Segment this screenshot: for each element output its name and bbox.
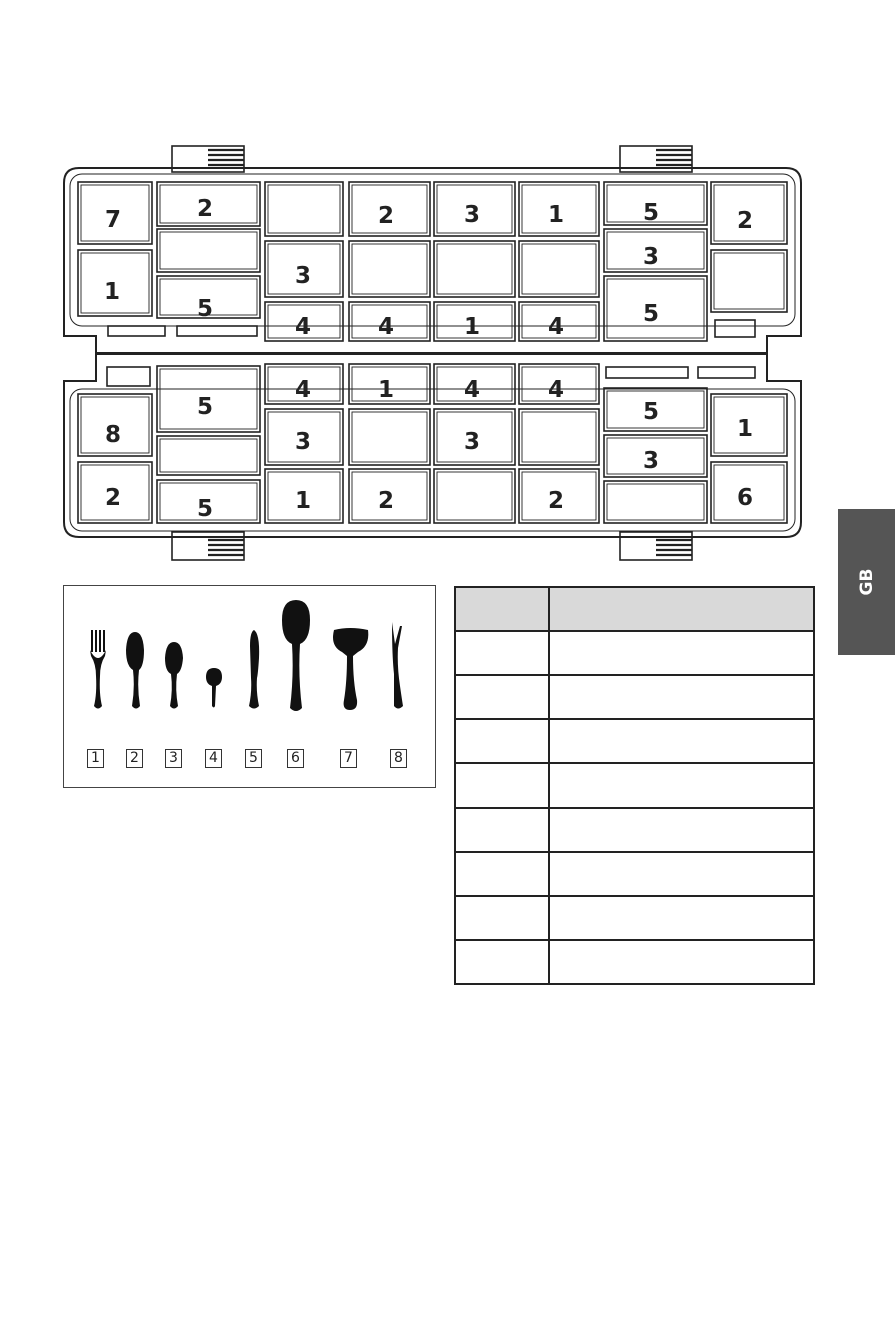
compartment-number: 2 (736, 208, 754, 234)
serving-fork-icon (392, 622, 403, 709)
compartment-number: 1 (294, 488, 312, 514)
compartment-number: 2 (377, 488, 395, 514)
compartment-number: 3 (642, 448, 660, 474)
legend-number: 1 (87, 749, 104, 768)
cutlery-legend (63, 585, 436, 788)
compartment-number: 6 (736, 485, 754, 511)
tray-compartment (519, 409, 599, 465)
compartment-number: 3 (294, 263, 312, 289)
tray-compartment (434, 469, 515, 523)
dessert-spoon-icon (126, 632, 144, 709)
tray-compartment-inner (160, 232, 257, 269)
tray-compartment (711, 250, 787, 312)
compartment-number: 1 (103, 279, 121, 305)
compartment-number: 5 (642, 200, 660, 226)
tray-rim-top (70, 174, 795, 326)
tray-compartment-inner (352, 244, 427, 294)
tray-slot (107, 367, 150, 386)
compartment-number: 4 (547, 314, 565, 340)
tray-compartment-inner (268, 185, 340, 233)
language-tab-label: GB (856, 568, 877, 596)
tray-compartment (519, 241, 599, 297)
tray-compartment (349, 241, 430, 297)
table-row (455, 896, 814, 940)
legend-number: 7 (340, 749, 357, 768)
compartment-number: 1 (547, 202, 565, 228)
tray-slot (108, 326, 165, 336)
compartment-number: 1 (463, 314, 481, 340)
language-tab (838, 509, 895, 655)
tray-compartment-inner (437, 244, 512, 294)
compartment-number: 2 (104, 485, 122, 511)
compartment-number: 4 (294, 314, 312, 340)
compartment-number: 5 (642, 399, 660, 425)
tray-compartment-inner (352, 412, 427, 462)
tray-compartment-inner (160, 439, 257, 472)
legend-number: 4 (205, 749, 222, 768)
tray-compartment-inner (714, 253, 784, 309)
tray-compartment-inner (522, 412, 596, 462)
tray-compartment (604, 481, 707, 523)
fork-icon (90, 630, 106, 709)
compartment-number: 3 (294, 429, 312, 455)
tray-compartment (157, 436, 260, 475)
table-row (455, 763, 814, 807)
compartment-number: 3 (463, 429, 481, 455)
compartment-number: 2 (377, 203, 395, 229)
compartment-number: 2 (196, 196, 214, 222)
compartment-number: 4 (547, 377, 565, 403)
tray-slot (177, 326, 257, 336)
table-row (455, 675, 814, 719)
table-row (455, 719, 814, 763)
knife-icon (249, 630, 259, 709)
legend-number: 5 (245, 749, 262, 768)
compartment-number: 5 (642, 301, 660, 327)
compartment-number: 2 (547, 488, 565, 514)
table-row (455, 631, 814, 675)
serving-spoon-icon (282, 600, 310, 711)
cutlery-reference-table (454, 586, 815, 985)
tray-rim-bottom (70, 389, 795, 531)
tray-compartment (349, 409, 430, 465)
tray-slot (606, 367, 688, 378)
legend-number: 8 (390, 749, 407, 768)
tray-compartment-inner (522, 244, 596, 294)
compartment-number: 5 (196, 394, 214, 420)
tray-slot (698, 367, 755, 378)
table-row (455, 808, 814, 852)
spoon-icon (165, 642, 183, 709)
tray-outline-bottom (64, 353, 801, 537)
tray-compartment (157, 229, 260, 272)
compartment-number: 1 (377, 377, 395, 403)
compartment-number: 1 (736, 416, 754, 442)
compartment-number: 7 (104, 207, 122, 233)
compartment-number: 4 (377, 314, 395, 340)
table-header-row (455, 587, 814, 631)
compartment-number: 4 (294, 377, 312, 403)
compartment-number: 5 (196, 496, 214, 522)
tray-slot (715, 320, 755, 337)
table-row (455, 940, 814, 984)
table-row (455, 852, 814, 896)
tray-compartment-inner (437, 472, 512, 520)
legend-number: 6 (287, 749, 304, 768)
compartment-number: 3 (642, 244, 660, 270)
compartment-number: 3 (463, 202, 481, 228)
legend-number: 3 (165, 749, 182, 768)
compartment-number: 5 (196, 296, 214, 322)
legend-number: 2 (126, 749, 143, 768)
tray-compartment-inner (607, 484, 704, 520)
compartment-number: 4 (463, 377, 481, 403)
ladle-icon (333, 628, 368, 710)
tray-compartment (434, 241, 515, 297)
cutlery-tray-diagram (0, 0, 895, 575)
compartment-number: 8 (104, 422, 122, 448)
table-header-cell (549, 587, 814, 631)
table-header-cell (455, 587, 549, 631)
tray-compartment (265, 182, 343, 236)
teaspoon-icon (206, 668, 222, 708)
